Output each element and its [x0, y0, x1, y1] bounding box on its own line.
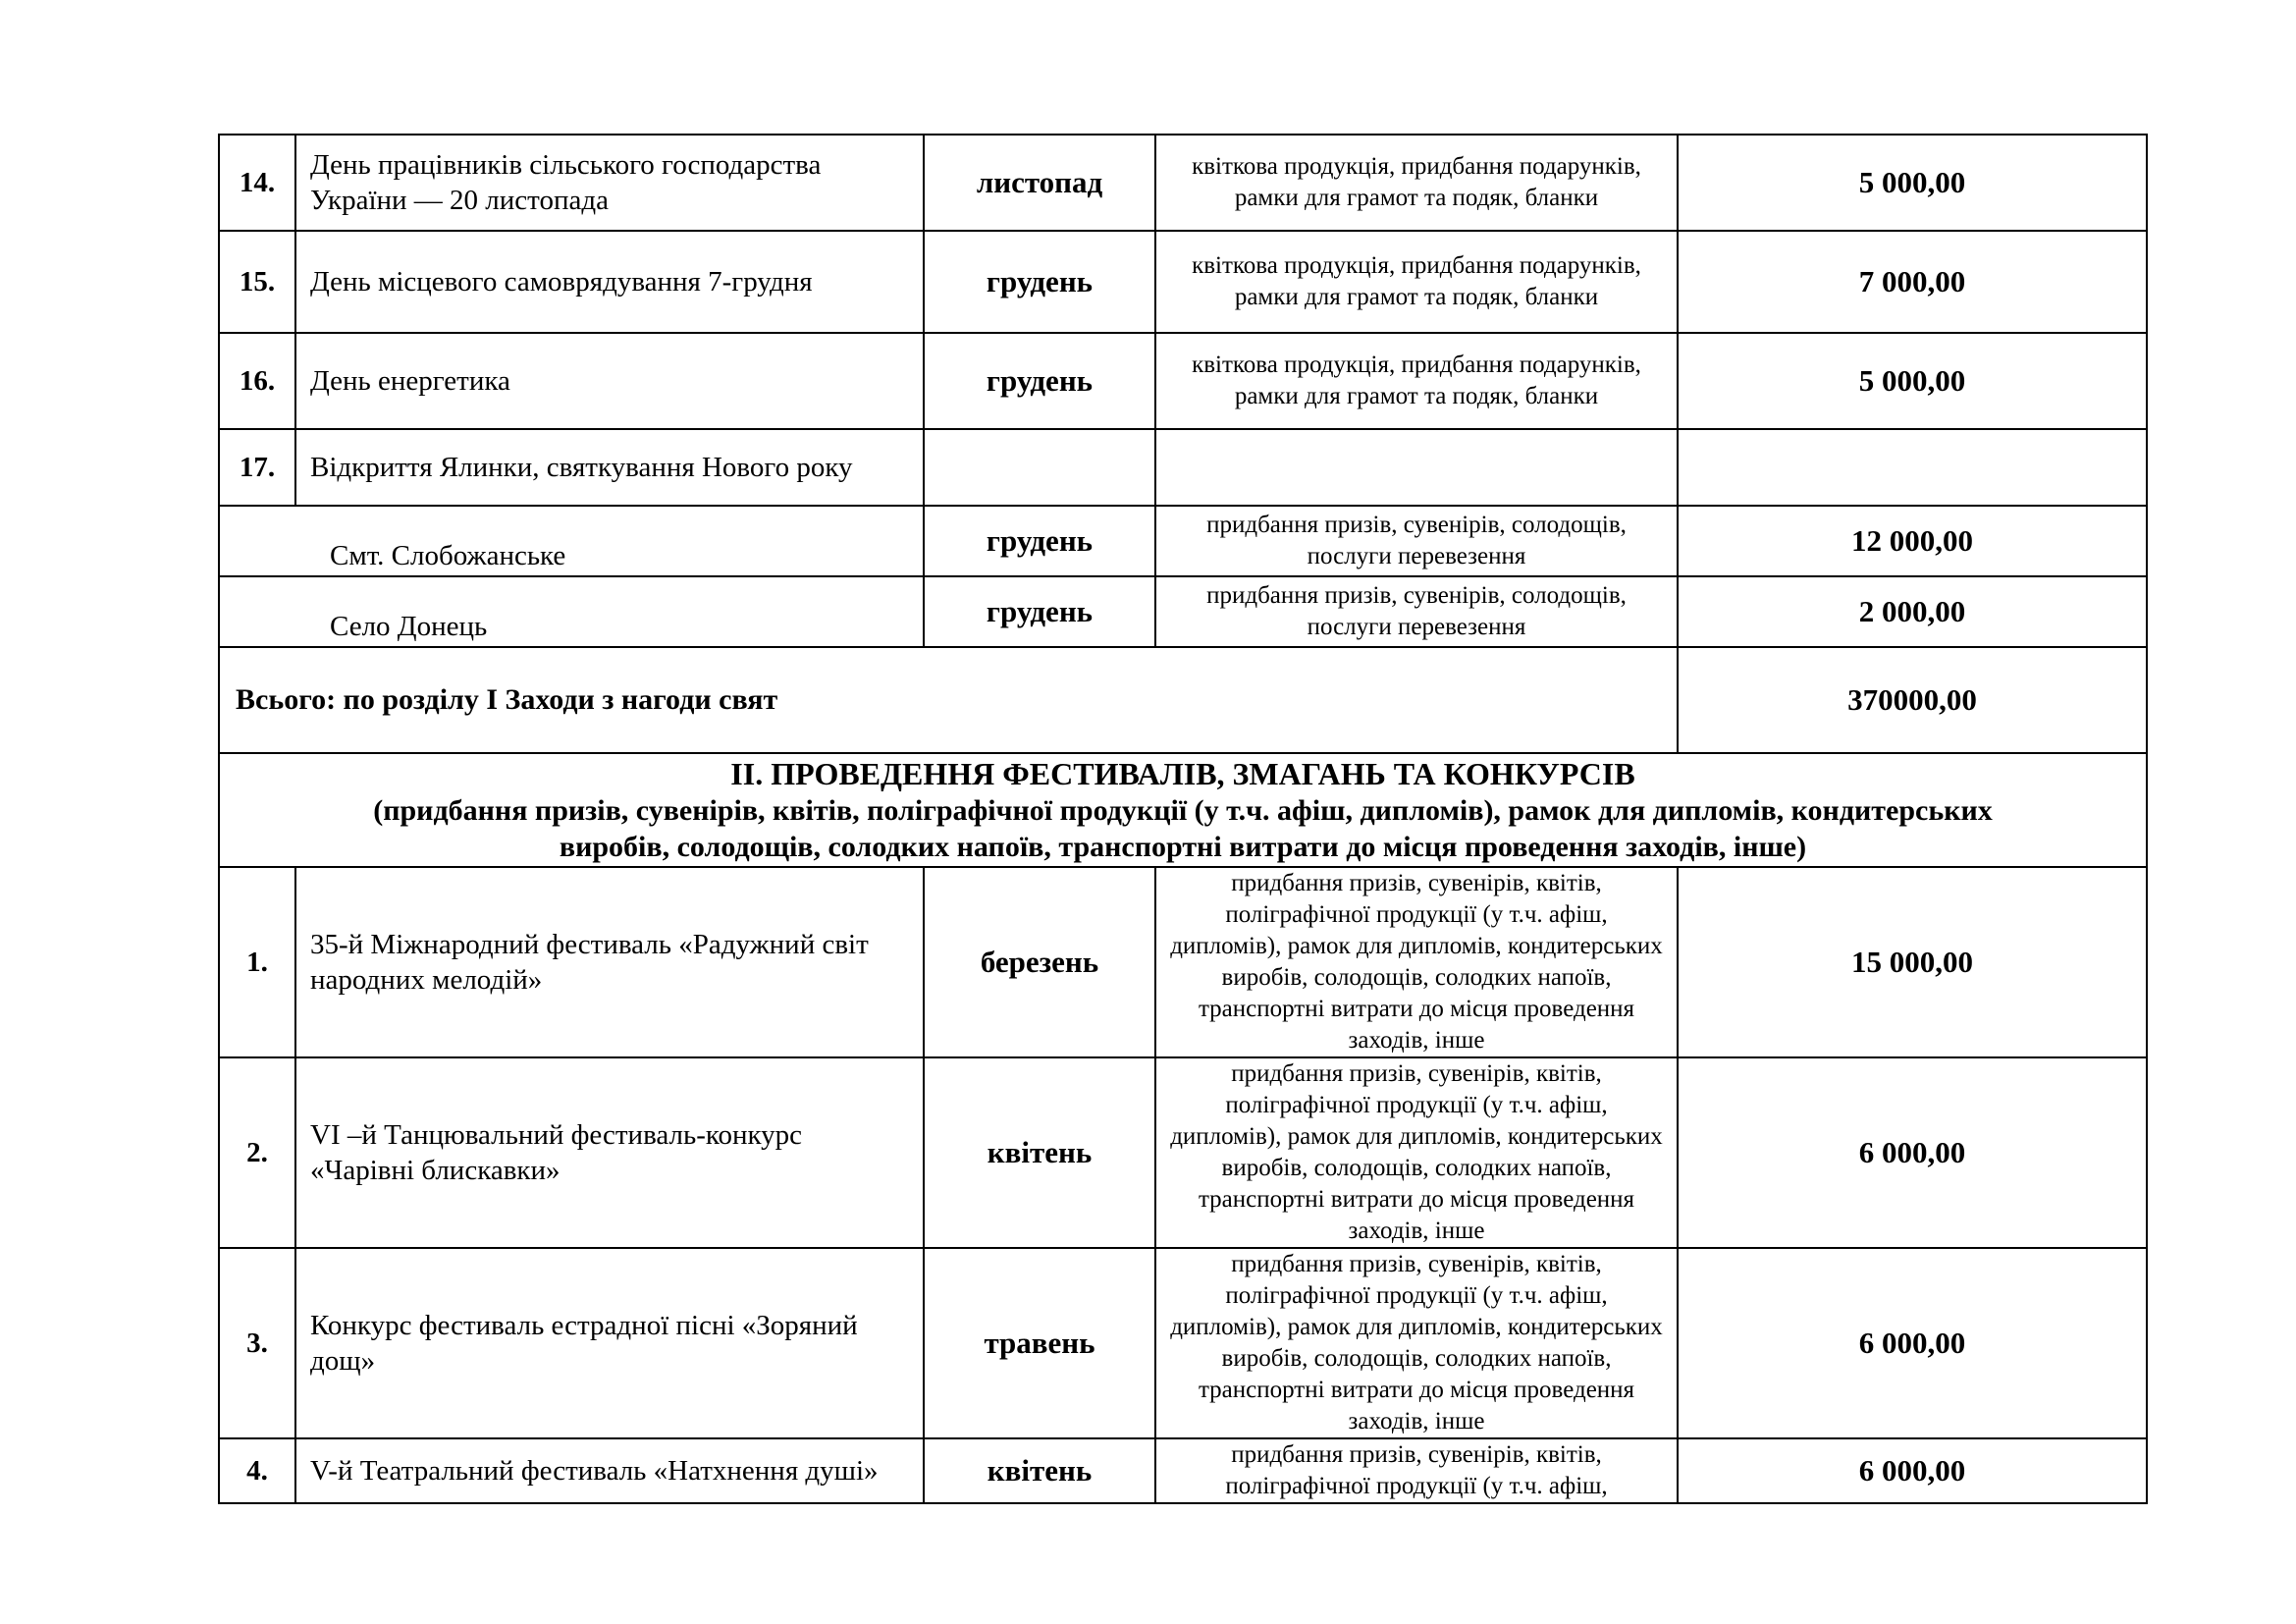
- event-month: квітень: [924, 1438, 1155, 1503]
- event-month: грудень: [924, 576, 1155, 647]
- expense-amount: 15 000,00: [1678, 867, 2147, 1057]
- expense-purpose: придбання призів, сувенірів, квітів, поліграфічної продукції (у т.ч. афіш, дипломів), рамок для дипломів, кондитерських виробів, солодощів, солодких напоїв, транспортні витрати до місця проведення заходів, інше: [1155, 1057, 1678, 1248]
- table-row: [219, 135, 2147, 231]
- event-name: V-й Театральний фестиваль «Натхнення душі»: [295, 1438, 924, 1503]
- table-row: [219, 506, 2147, 576]
- total-row: [219, 647, 2147, 753]
- table-row: [219, 576, 2147, 647]
- section-header: [219, 753, 2147, 867]
- event-month: квітень: [924, 1057, 1155, 1248]
- expense-purpose: придбання призів, сувенірів, квітів, поліграфічної продукції (у т.ч. афіш, дипломів), рамок для дипломів, кондитерських виробів, солодощів, солодких напоїв, транспортні витрати до місця проведення заходів, інше: [1155, 1248, 1678, 1438]
- section-header-row: [219, 753, 2147, 867]
- row-number: 2.: [219, 1057, 295, 1248]
- table-row: [219, 1057, 2147, 1248]
- event-month: грудень: [924, 506, 1155, 576]
- event-month: грудень: [924, 333, 1155, 429]
- expense-amount: 12 000,00: [1678, 506, 2147, 576]
- expense-purpose: придбання призів, сувенірів, квітів, поліграфічної продукції (у т.ч. афіш, дипломів), рамок для дипломів, кондитерських виробів, солодощів, солодких напоїв, транспортні витрати до місця проведення заходів, інше: [1155, 867, 1678, 1057]
- expense-amount: 6 000,00: [1678, 1438, 2147, 1503]
- event-month: травень: [924, 1248, 1155, 1438]
- expense-purpose: придбання призів, сувенірів, солодощів, послуги перевезення: [1155, 506, 1678, 576]
- event-month: листопад: [924, 135, 1155, 231]
- row-number: 14.: [219, 135, 295, 231]
- section-title: ІІ. ПРОВЕДЕННЯ ФЕСТИВАЛІВ, ЗМАГАНЬ ТА КОНКУРСІВ: [730, 755, 1635, 791]
- total-amount: 370000,00: [1678, 647, 2147, 753]
- expense-amount: 5 000,00: [1678, 333, 2147, 429]
- table-row: [219, 1438, 2147, 1503]
- location-name: Село Донець: [219, 576, 924, 647]
- expense-amount: 7 000,00: [1678, 231, 2147, 333]
- row-number: 3.: [219, 1248, 295, 1438]
- section-subtitle: виробів, солодощів, солодких напоїв, транспортні витрати до місця проведення заходів, інше): [559, 830, 1807, 863]
- expense-amount: [1678, 429, 2147, 506]
- event-name: VI –й Танцювальний фестиваль-конкурс «Чарівні блискавки»: [295, 1057, 924, 1248]
- event-name: День працівників сільського господарства України — 20 листопада: [295, 135, 924, 231]
- table-row: [219, 333, 2147, 429]
- expense-amount: 6 000,00: [1678, 1248, 2147, 1438]
- event-name: День місцевого самоврядування 7-грудня: [295, 231, 924, 333]
- event-name: Конкурс фестиваль естрадної пісні «Зоряний дощ»: [295, 1248, 924, 1438]
- event-name: 35-й Міжнародний фестиваль «Радужний світ народних мелодій»: [295, 867, 924, 1057]
- table-row: [219, 867, 2147, 1057]
- row-number: 17.: [219, 429, 295, 506]
- row-number: 16.: [219, 333, 295, 429]
- event-month: [924, 429, 1155, 506]
- expense-purpose: квіткова продукція, придбання подарунків, рамки для грамот та подяк, бланки: [1155, 231, 1678, 333]
- expense-amount: 5 000,00: [1678, 135, 2147, 231]
- expense-purpose: квіткова продукція, придбання подарунків, рамки для грамот та подяк, бланки: [1155, 333, 1678, 429]
- table-row: [219, 231, 2147, 333]
- event-name: Відкриття Ялинки, святкування Нового року: [295, 429, 924, 506]
- total-label: Всього: по розділу І Заходи з нагоди свят: [219, 647, 1678, 753]
- event-month: грудень: [924, 231, 1155, 333]
- expense-purpose: [1155, 429, 1678, 506]
- table-row: [219, 1248, 2147, 1438]
- expense-purpose: придбання призів, сувенірів, квітів, поліграфічної продукції (у т.ч. афіш,: [1155, 1438, 1678, 1503]
- expense-purpose: квіткова продукція, придбання подарунків, рамки для грамот та подяк, бланки: [1155, 135, 1678, 231]
- row-number: 15.: [219, 231, 295, 333]
- row-number: 1.: [219, 867, 295, 1057]
- expense-amount: 2 000,00: [1678, 576, 2147, 647]
- location-name: Смт. Слобожанське: [219, 506, 924, 576]
- expense-purpose: придбання призів, сувенірів, солодощів, послуги перевезення: [1155, 576, 1678, 647]
- expense-amount: 6 000,00: [1678, 1057, 2147, 1248]
- table-row: [219, 429, 2147, 506]
- event-month: березень: [924, 867, 1155, 1057]
- event-name: День енергетика: [295, 333, 924, 429]
- section-subtitle: (придбання призів, сувенірів, квітів, поліграфічної продукції (у т.ч. афіш, дипломів), рамок для дипломів, кондитерських: [373, 793, 1993, 827]
- budget-table: [218, 134, 2148, 1504]
- row-number: 4.: [219, 1438, 295, 1503]
